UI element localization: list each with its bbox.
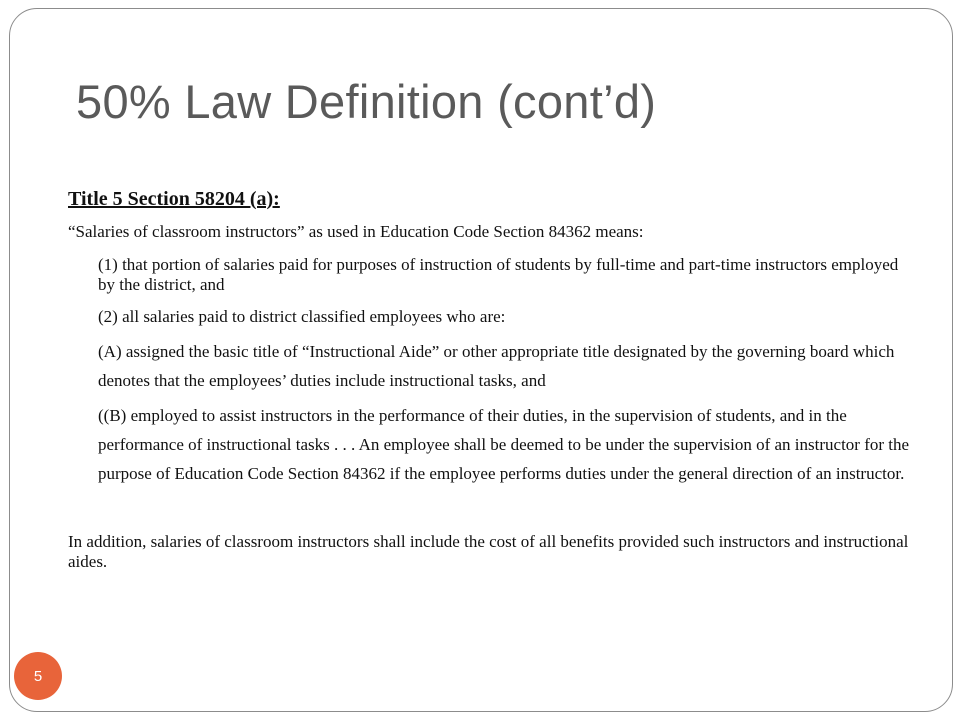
page-number: 5 [33,667,43,685]
page-number-badge [14,652,62,700]
definition-item-b: ((B) employed to assist instructors in the performance of their duties, in the supervision of students, and in the performance of instructional tasks . . . An employee shall be deemed to be under the supervision of an instructor for the purpose of Education Code Section 84362 if the employee performs duties under the general direction of an instructor. [98,406,910,483]
slide-title: 50% Law Definition (cont’d) [76,75,657,128]
section-heading: Title 5 Section 58204 (a): [68,188,280,210]
definition-intro: “Salaries of classroom instructors” as used in Education Code Section 84362 means: [68,222,644,241]
definition-item-1: (1) that portion of salaries paid for purposes of instruction of students by full-time and part-time instructors employed by the district, and [98,255,899,294]
definition-item-a: (A) assigned the basic title of “Instructional Aide” or other appropriate title designated by the governing board which denotes that the employees’ duties include instructional tasks, and [98,342,895,390]
definition-item-2: (2) all salaries paid to district classified employees who are: [98,307,506,326]
closing-paragraph: In addition, salaries of classroom instructors shall include the cost of all benefits provided such instructors and instructional aides. [68,532,909,571]
slide-body [68,186,918,572]
